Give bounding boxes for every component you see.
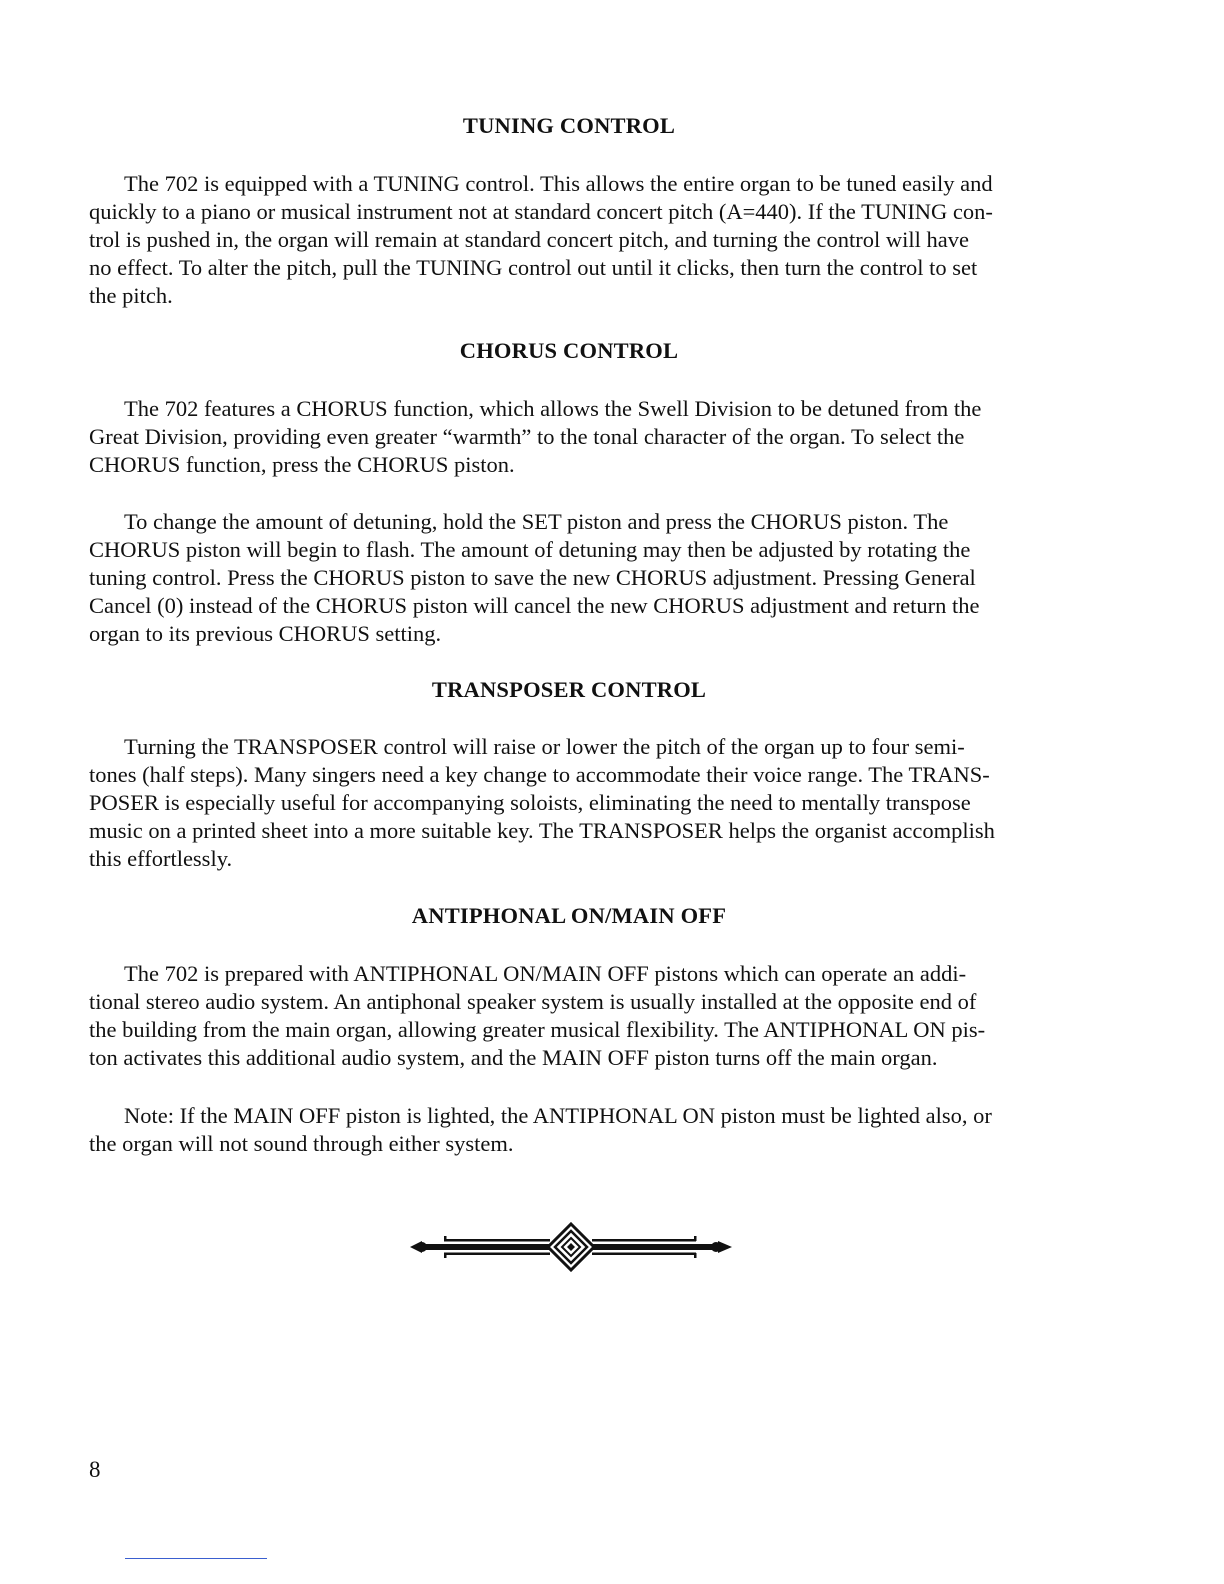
text-line: this effortlessly. (89, 846, 233, 871)
text-line: music on a printed sheet into a more suitable key. The TRANSPOSER helps the organist accomplish (89, 818, 995, 843)
text-line: To change the amount of detuning, hold the SET piston and press the CHORUS piston. The (124, 509, 949, 534)
text-line: Cancel (0) instead of the CHORUS piston will cancel the new CHORUS adjustment and return the (89, 593, 980, 618)
paragraph-transposer (89, 733, 1055, 873)
section-heading-transposer-control: TRANSPOSER CONTROL (431, 677, 707, 702)
text-line: the building from the main organ, allowing greater musical flexibility. The ANTIPHONAL ON pis- (89, 1017, 986, 1042)
text-line: no effect. To alter the pitch, pull the TUNING control out until it clicks, then turn the control to set (89, 255, 978, 280)
paragraph-chorus-function (89, 395, 1055, 479)
text-line: Turning the TRANSPOSER control will raise or lower the pitch of the organ up to four semi- (124, 734, 965, 759)
paragraph-antiphonal-note (89, 1102, 1055, 1158)
text-line: The 702 is equipped with a TUNING control. This allows the entire organ to be tuned easily and (124, 171, 993, 196)
text-line: quickly to a piano or musical instrument not at standard concert pitch (A=440). If the TUNING con- (89, 199, 993, 224)
text-line: Great Division, providing even greater “warmth” to the tonal character of the organ. To select the (89, 424, 965, 449)
text-line: CHORUS piston will begin to flash. The amount of detuning may then be adjusted by rotating the (89, 537, 971, 562)
text-line: tuning control. Press the CHORUS piston to save the new CHORUS adjustment. Pressing General (89, 565, 976, 590)
text-line: trol is pushed in, the organ will remain at standard concert pitch, and turning the control will have (89, 227, 969, 252)
text-line: tones (half steps). Many singers need a key change to accommodate their voice range. The TRANS- (89, 762, 990, 787)
section-heading-tuning-control: TUNING CONTROL (462, 113, 676, 138)
paragraph-tuning-control (89, 170, 1055, 310)
text-line: Note: If the MAIN OFF piston is lighted, the ANTIPHONAL ON piston must be lighted also, or (124, 1103, 992, 1128)
section-heading-antiphonal: ANTIPHONAL ON/MAIN OFF (411, 903, 727, 928)
text-line: POSER is especially useful for accompanying soloists, eliminating the need to mentally transpose (89, 790, 971, 815)
text-line: the pitch. (89, 283, 173, 308)
paragraph-antiphonal (89, 960, 1055, 1072)
footer-rule (125, 1558, 267, 1559)
text-line: the organ will not sound through either system. (89, 1131, 514, 1156)
page-number: 8 (89, 1457, 101, 1482)
text-line: tional stereo audio system. An antiphonal speaker system is usually installed at the opposite end of (89, 989, 977, 1014)
text-line: CHORUS function, press the CHORUS piston. (89, 452, 515, 477)
text-line: The 702 features a CHORUS function, which allows the Swell Division to be detuned from the (124, 396, 982, 421)
text-line: organ to its previous CHORUS setting. (89, 621, 442, 646)
paragraph-chorus-detuning (89, 508, 1055, 648)
section-heading-chorus-control: CHORUS CONTROL (459, 338, 679, 363)
text-line: ton activates this additional audio system, and the MAIN OFF piston turns off the main organ. (89, 1045, 938, 1070)
text-line: The 702 is prepared with ANTIPHONAL ON/MAIN OFF pistons which can operate an addi- (124, 961, 967, 986)
decorative-divider-icon (408, 1222, 734, 1272)
